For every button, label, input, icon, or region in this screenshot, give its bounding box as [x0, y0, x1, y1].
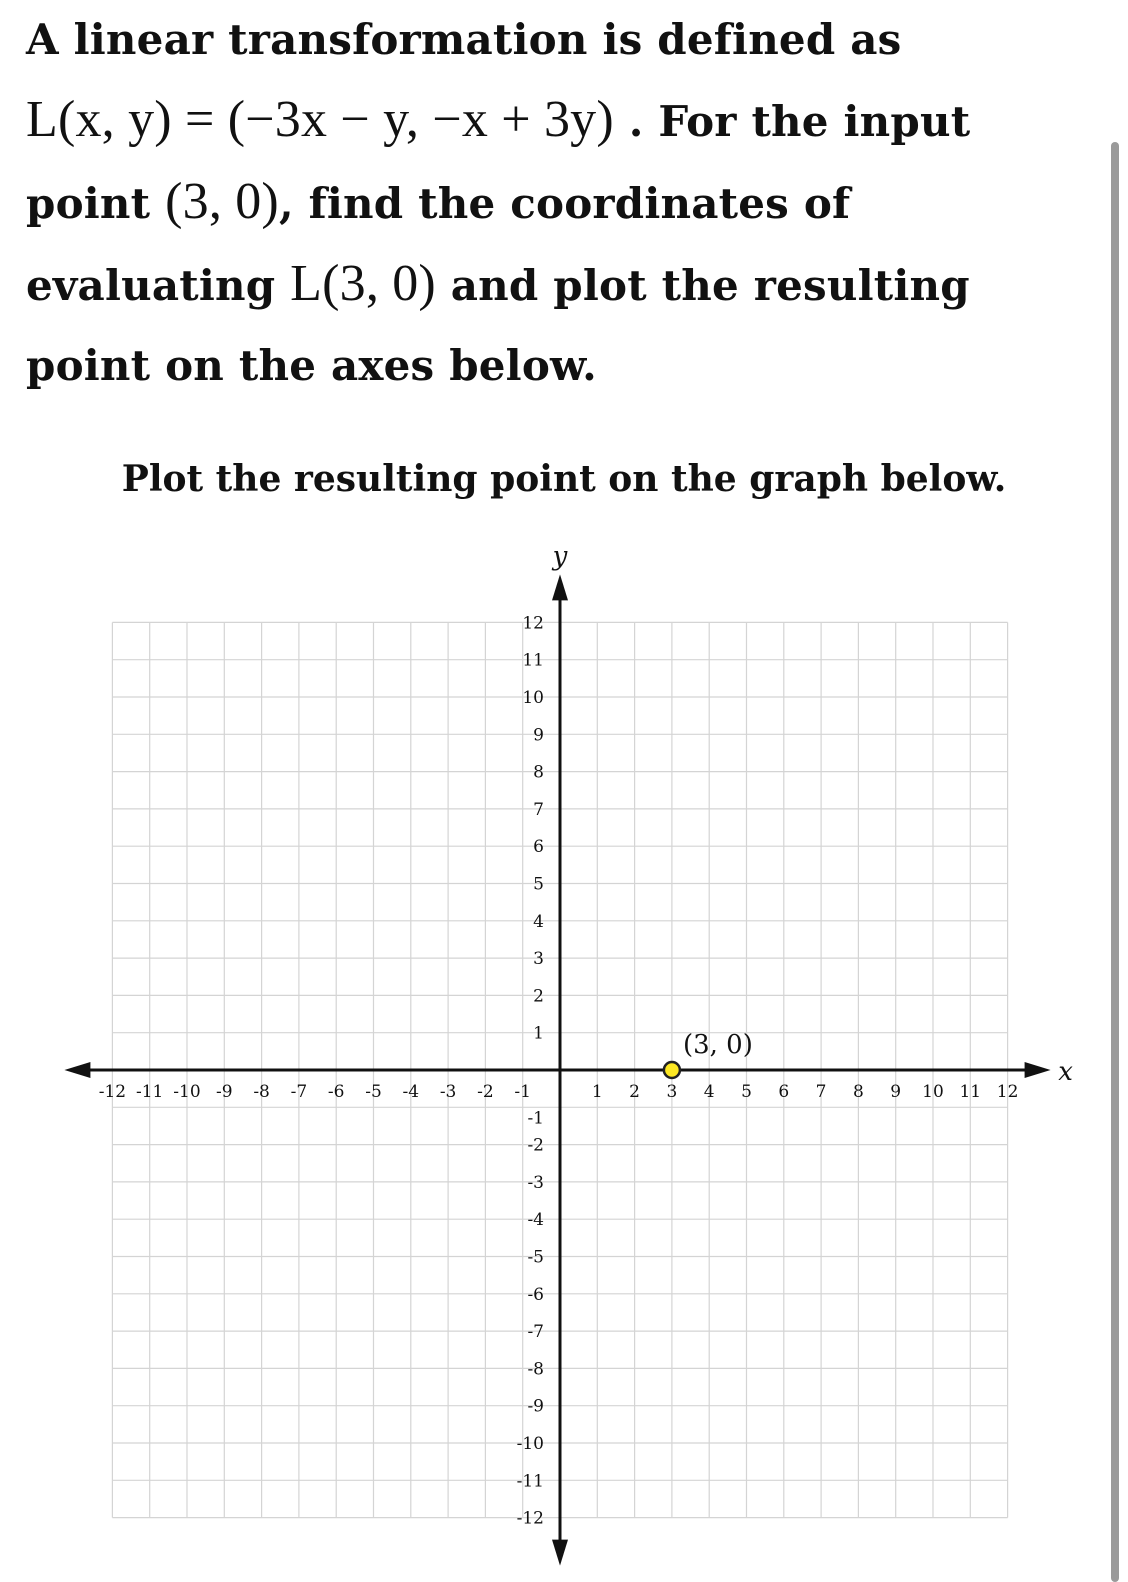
x-tick-label: 12: [996, 1082, 1019, 1102]
problem-text-1: A linear transformation is defined as: [26, 15, 902, 64]
problem-statement: [26, 0, 1086, 406]
input-point: (3, 0): [165, 173, 279, 230]
y-tick-label: -10: [516, 1434, 544, 1454]
x-tick-label: -12: [98, 1082, 127, 1102]
problem-text-2: . For the input point: [26, 97, 971, 228]
y-tick-label: 1: [533, 1023, 544, 1044]
x-tick-label: 7: [815, 1082, 827, 1102]
x-tick-label: -2: [477, 1082, 494, 1102]
x-tick-label: 10: [922, 1082, 944, 1102]
x-tick-label: 3: [666, 1082, 678, 1102]
x-tick-label: -3: [439, 1082, 457, 1102]
y-tick-label: -4: [527, 1210, 544, 1231]
y-tick-label: -5: [527, 1247, 544, 1268]
y-tick-label: -11: [516, 1471, 544, 1492]
x-tick-label: -4: [402, 1082, 420, 1102]
y-tick-label: 10: [522, 688, 544, 708]
x-tick-label: -5: [365, 1082, 382, 1102]
x-tick-label: -7: [290, 1082, 308, 1102]
y-tick-label: 5: [533, 874, 544, 895]
y-tick-label: 8: [533, 762, 544, 783]
problem-text-3: , find the coordinates of evaluating: [26, 179, 851, 310]
y-tick-label: -1: [527, 1108, 544, 1129]
y-tick-label: -6: [527, 1284, 544, 1305]
x-tick-label: 9: [890, 1082, 902, 1102]
problem-text-4: and plot the resulting point on the axes below.: [26, 261, 970, 390]
x-axis-right-arrow-icon: [1025, 1062, 1051, 1078]
x-tick-label: -1: [514, 1082, 531, 1102]
x-axis-left-arrow-icon: [64, 1062, 90, 1078]
x-axis-label: x: [1058, 1057, 1073, 1087]
scrollbar[interactable]: [1111, 142, 1119, 1582]
x-tick-label: 11: [959, 1082, 982, 1102]
y-axis-down-arrow-icon: [552, 1540, 568, 1566]
x-tick-label: -11: [136, 1082, 164, 1102]
y-tick-label: 4: [533, 911, 544, 932]
x-tick-label: 1: [591, 1082, 603, 1102]
y-tick-label: 6: [533, 837, 544, 858]
x-tick-label: 2: [629, 1082, 641, 1102]
x-tick-label: -10: [173, 1082, 201, 1102]
x-tick-label: 4: [703, 1082, 715, 1102]
x-tick-label: 8: [852, 1082, 864, 1102]
y-tick-label: -7: [527, 1322, 544, 1343]
y-tick-label: 9: [533, 725, 544, 746]
plot-instruction: Plot the resulting point on the graph below.: [121, 458, 1007, 500]
evaluate-expression: L(3, 0): [290, 255, 436, 312]
y-axis-label: y: [552, 541, 568, 572]
y-tick-label: -2: [527, 1135, 544, 1156]
y-tick-label: -12: [516, 1508, 544, 1529]
x-tick-label: 5: [741, 1082, 752, 1102]
y-tick-label: 11: [522, 650, 544, 671]
y-axis-up-arrow-icon: [552, 574, 568, 600]
transformation-formula: L(x, y) = (−3x − y, −x + 3y): [26, 91, 614, 148]
y-tick-label: 2: [533, 986, 544, 1007]
plotted-point: [664, 1062, 680, 1078]
x-tick-label: 6: [778, 1082, 790, 1102]
y-tick-label: -8: [527, 1359, 544, 1380]
y-tick-label: 3: [533, 949, 544, 970]
y-tick-label: 7: [533, 799, 544, 820]
coordinate-graph[interactable]: [0, 540, 1128, 1582]
x-tick-label: -6: [327, 1082, 345, 1102]
y-tick-label: -3: [527, 1172, 544, 1193]
x-tick-label: -8: [253, 1082, 270, 1102]
point-label: (3, 0): [682, 1030, 753, 1060]
x-tick-label: -9: [216, 1082, 233, 1102]
y-tick-label: -9: [527, 1396, 544, 1417]
y-tick-label: 12: [522, 613, 544, 634]
